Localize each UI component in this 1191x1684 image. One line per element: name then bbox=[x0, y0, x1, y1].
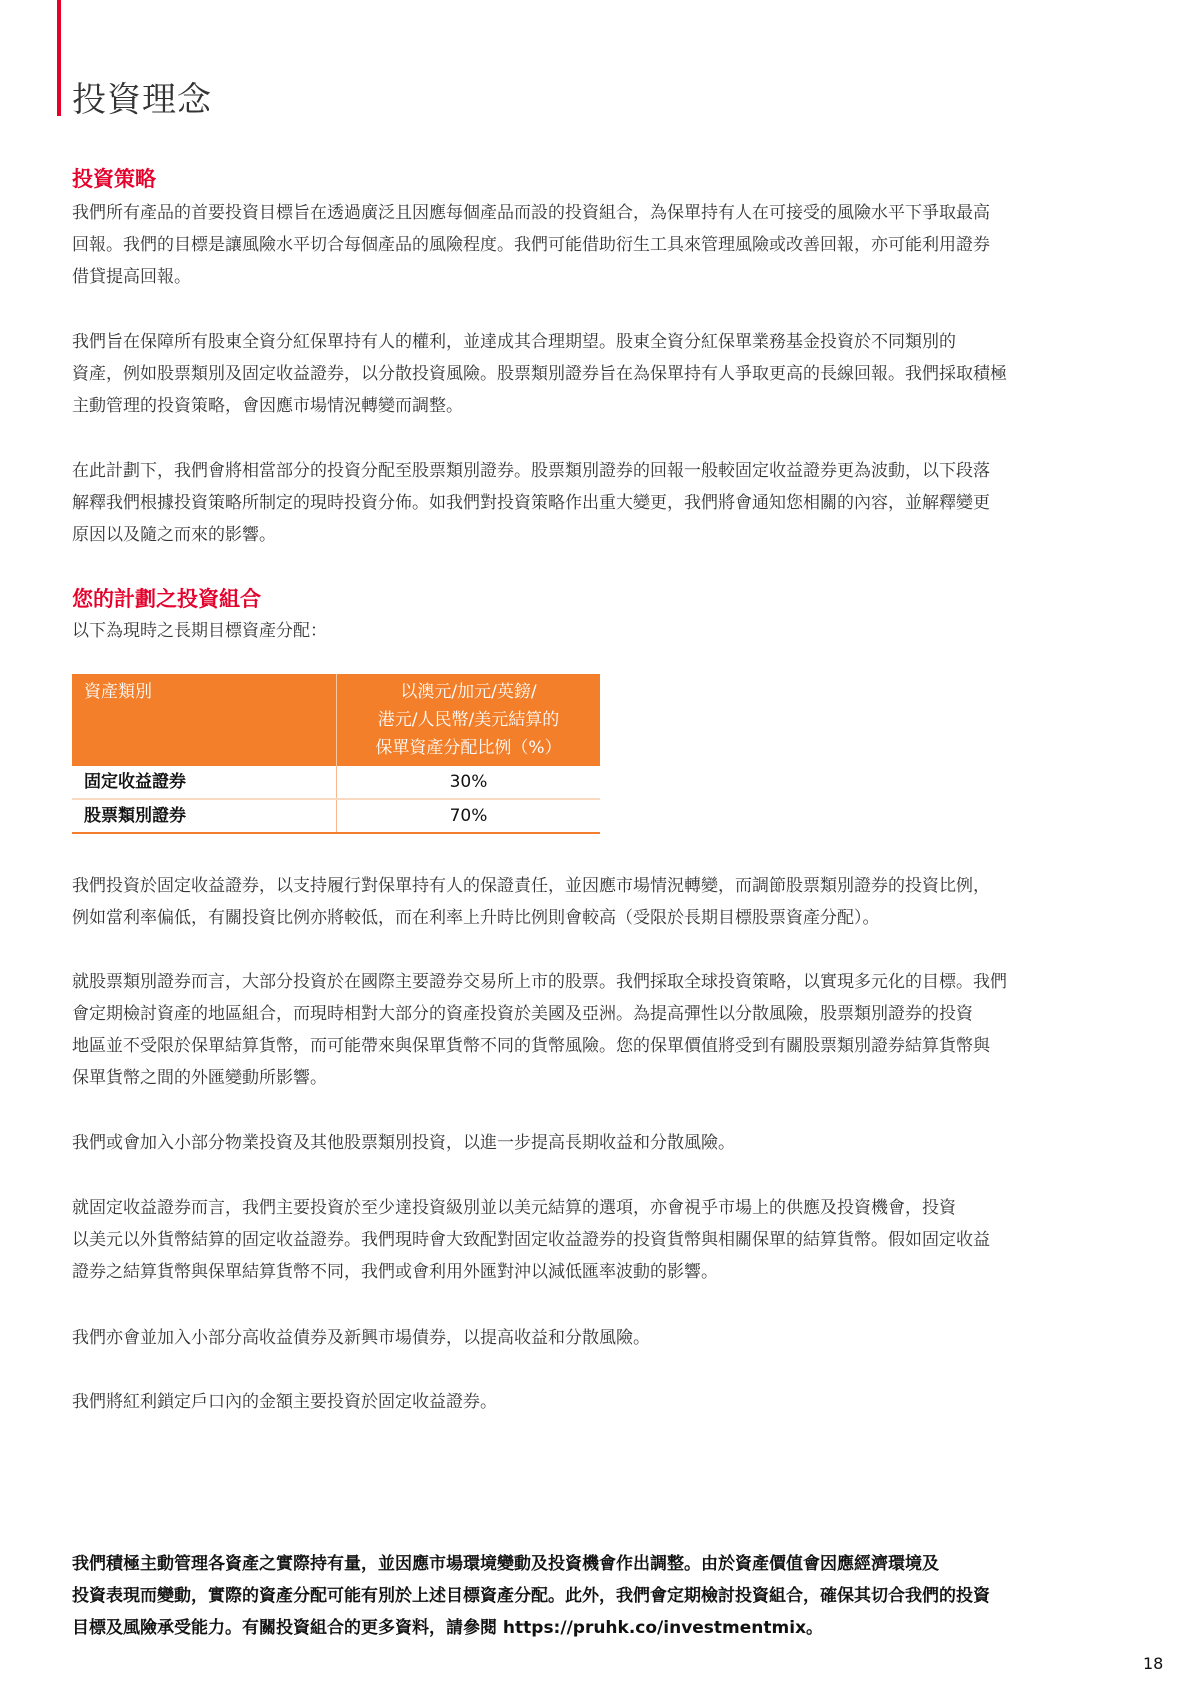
header-line: 港元/人民幣/美元結算的 bbox=[377, 710, 560, 730]
text-line: 在此計劃下，我們會將相當部分的投資分配至股票類別證券。股票類別證券的回報一般較固定收益證券更為波動，以下段落 bbox=[72, 461, 990, 481]
strategy-paragraph-2 bbox=[72, 326, 1132, 422]
text-line: 就固定收益證券而言，我們主要投資於至少達投資級別並以美元結算的選項，亦會視乎市場上的供應及投資機會，投資 bbox=[72, 1198, 956, 1218]
text-line: 地區並不受限於保單結算貨幣，而可能帶來與保單貨幣不同的貨幣風險。您的保單價值將受到有關股票類別證券結算貨幣與 bbox=[72, 1036, 990, 1056]
text-line: 資產，例如股票類別及固定收益證券，以分散投資風險。股票類別證券旨在為保單持有人爭取更高的長線回報。我們採取積極 bbox=[72, 364, 1007, 384]
text-line: 會定期檢討資產的地區組合，而現時相對大部分的資產投資於美國及亞洲。為提高彈性以分散風險，股票類別證券的投資 bbox=[72, 1004, 973, 1024]
page-number: 18 bbox=[1143, 1654, 1164, 1673]
asset-cell: 固定收益證券 bbox=[72, 766, 337, 799]
text-line: 保單貨幣之間的外匯變動所影響。 bbox=[72, 1068, 327, 1088]
text-line: 我們亦會並加入小部分高收益債券及新興市場債券，以提高收益和分散風險。 bbox=[72, 1328, 650, 1348]
asset-cell: 股票類別證券 bbox=[72, 799, 337, 833]
allocation-cell: 70% bbox=[337, 799, 601, 833]
accent-bar bbox=[57, 0, 61, 116]
text-line: 投資表現而變動，實際的資產分配可能有別於上述目標資產分配。此外，我們會定期檢討投資組合，確保其切合我們的投資 bbox=[72, 1586, 990, 1606]
portfolio-paragraph-4 bbox=[72, 1192, 1132, 1288]
strategy-paragraph-1 bbox=[72, 197, 1132, 293]
text-line: 我們所有產品的首要投資目標旨在透過廣泛且因應每個產品而設的投資組合，為保單持有人在可接受的風險水平下爭取最高 bbox=[72, 203, 990, 223]
header-asset-class: 資產類別 bbox=[72, 674, 337, 766]
text-line: 我們或會加入小部分物業投資及其他股票類別投資，以進一步提高長期收益和分散風險。 bbox=[72, 1133, 735, 1153]
header-allocation bbox=[337, 674, 601, 766]
text-line: 我們積極主動管理各資產之實際持有量，並因應市場環境變動及投資機會作出調整。由於資產價值會因應經濟環境及 bbox=[72, 1554, 939, 1574]
text-line: 證券之結算貨幣與保單結算貨幣不同，我們或會利用外匯對沖以減低匯率波動的影響。 bbox=[72, 1262, 718, 1282]
text-line: 例如當利率偏低，有關投資比例亦將較低，而在利率上升時比例則會較高（受限於長期目標股票資產分配）。 bbox=[72, 908, 880, 928]
text-line: 回報。我們的目標是讓風險水平切合每個產品的風險程度。我們可能借助衍生工具來管理風險或改善回報，亦可能利用證券 bbox=[72, 235, 990, 255]
asset-allocation-table bbox=[72, 674, 600, 834]
page-title: 投資理念 bbox=[72, 80, 212, 120]
portfolio-paragraph-5 bbox=[72, 1322, 1132, 1354]
text-line: 主動管理的投資策略，會因應市場情況轉變而調整。 bbox=[72, 396, 463, 416]
table-header-row bbox=[72, 674, 600, 766]
text-line: 我們旨在保障所有股東全資分紅保單持有人的權利，並達成其合理期望。股東全資分紅保單業務基金投資於不同類別的 bbox=[72, 332, 956, 352]
text-line: 我們將紅利鎖定戶口內的金額主要投資於固定收益證券。 bbox=[72, 1392, 497, 1412]
portfolio-intro: 以下為現時之長期目標資產分配： bbox=[72, 621, 327, 641]
allocation-cell: 30% bbox=[337, 766, 601, 799]
text-line: 我們投資於固定收益證券，以支持履行對保單持有人的保證責任，並因應市場情況轉變，而調節股票類別證券的投資比例， bbox=[72, 876, 990, 896]
text-line: 解釋我們根據投資策略所制定的現時投資分佈。如我們對投資策略作出重大變更，我們將會通知您相關的內容，並解釋變更 bbox=[72, 493, 990, 513]
portfolio-paragraph-1 bbox=[72, 870, 1132, 934]
portfolio-paragraph-3 bbox=[72, 1127, 1132, 1159]
text-line: 以美元以外貨幣結算的固定收益證券。我們現時會大致配對固定收益證券的投資貨幣與相關保單的結算貨幣。假如固定收益 bbox=[72, 1230, 990, 1250]
disclaimer-paragraph bbox=[72, 1548, 1132, 1644]
text-line: 目標及風險承受能力。有關投資組合的更多資料，請參閱 https://pruhk.co/investmentmix。 bbox=[72, 1618, 824, 1638]
section-heading-portfolio: 您的計劃之投資組合 bbox=[72, 587, 261, 611]
table-row bbox=[72, 799, 600, 833]
header-line: 保單資產分配比例（%） bbox=[375, 738, 562, 758]
strategy-paragraph-3 bbox=[72, 455, 1132, 551]
section-heading-strategy: 投資策略 bbox=[72, 167, 156, 191]
text-line: 原因以及隨之而來的影響。 bbox=[72, 525, 276, 545]
table-row bbox=[72, 766, 600, 799]
portfolio-paragraph-6 bbox=[72, 1386, 1132, 1418]
header-line: 以澳元/加元/英鎊/ bbox=[400, 682, 537, 702]
text-line: 就股票類別證券而言，大部分投資於在國際主要證券交易所上市的股票。我們採取全球投資策略，以實現多元化的目標。我們 bbox=[72, 972, 1007, 992]
text-line: 借貸提高回報。 bbox=[72, 267, 191, 287]
portfolio-paragraph-2 bbox=[72, 966, 1132, 1094]
